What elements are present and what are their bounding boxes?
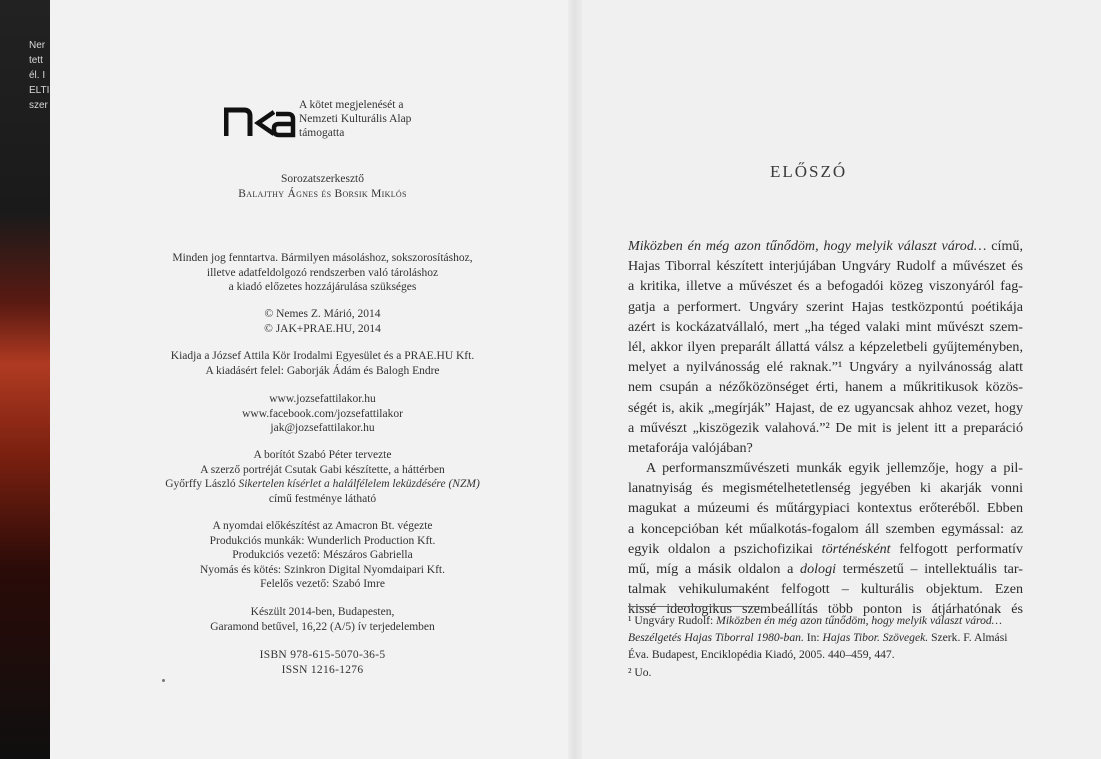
text-line: metaforája valójában?: [628, 439, 753, 456]
text-line: a művészt „kiszögezik valahová.”² De mit is jelent itt a preparáció: [628, 419, 1023, 436]
background-book-strip: [0, 0, 50, 759]
email-link[interactable]: jak@jozsefattilakor.hu: [270, 422, 375, 434]
book-gutter: [568, 0, 582, 759]
printing-line: Produkciós vezető: Mészáros Gabriella: [232, 549, 413, 561]
text-fragment: című,: [986, 238, 1024, 254]
text-line: nem csupán a nézőközönséget érti, hanem a műkritikusok közös-: [628, 379, 1023, 396]
footnote-line: Éva. Budapest, Enciklopédia Kiadó, 2005. 440–459, 447.: [628, 648, 895, 662]
footnote-title: Miközben én még azon tűnődöm, hogy melyik választ várod…: [716, 614, 1002, 627]
nka-logo: [224, 104, 296, 138]
cover-credit-line: A borítót Szabó Péter tervezte: [253, 449, 392, 461]
logo-caption: [299, 98, 411, 140]
logo-caption-line: támogatta: [299, 127, 345, 139]
strip-line: tett: [29, 55, 43, 66]
text-line: lél, akkor ilyen preparált állattá válsz a képzeletbeli gyűjteményben,: [628, 338, 1023, 355]
text-line: ségét is, akik „megírják” Hajast, de ez ugyancsak ahhoz vezet, hogy: [628, 399, 1023, 416]
logo-caption-line: Nemzeti Kulturális Alap: [299, 113, 412, 125]
logo-caption-line: A kötet megjelenését a: [299, 99, 404, 111]
footnotes: [628, 612, 1023, 681]
strip-line: szer: [29, 100, 48, 111]
text-line: A performanszművészeti munkák egyik jellemzője, hogy a pil-: [646, 460, 1023, 477]
text-line: [628, 539, 1023, 559]
text-line: a kritika, illetve a művészet és a befogadói közeg viszonyáról fag-: [628, 278, 1023, 295]
background-book-text: [29, 38, 49, 113]
series-editors-title: Sorozatszerkesztő: [280, 173, 365, 185]
copyright-line: © Nemes Z. Márió, 2014: [264, 308, 381, 320]
text-line: kissé ideologikus szembeállítás több ponton is átjárhatónak és: [628, 601, 1023, 618]
series-editors-names: Balajthy Ágnes és Borsik Miklós: [238, 187, 407, 200]
page-speck: [162, 679, 165, 682]
publisher-line: A kiadásért felel: Gaborják Ádám és Balogh Endre: [205, 364, 440, 377]
text-line: [628, 236, 1023, 256]
printing-credits-block: [150, 519, 495, 592]
strip-line: ELTI: [29, 85, 49, 96]
production-line: Készült 2014-ben, Budapesten,: [250, 606, 395, 618]
publisher-line: Kiadja a József Attila Kör Irodalmi Egyesület és a PRAE.HU Kft.: [170, 350, 475, 362]
rights-line: a kiadó előzetes hozzájárulása szükséges: [228, 281, 417, 293]
printing-line: Produkciós munkák: Wunderlich Production Kft.: [209, 534, 436, 547]
text-line: a koncepcióban két műalkotás-fogalom áll szemben egymással: az: [628, 520, 1023, 537]
website-link[interactable]: www.jozsefattilakor.hu: [269, 393, 376, 405]
text-fragment: felfogott performatív: [890, 540, 1023, 557]
cover-credits-block: [150, 448, 495, 506]
copyright-line: © JAK+PRAE.HU, 2014: [264, 322, 381, 335]
painter-name: Győrffy László: [165, 478, 239, 490]
text-line: magukat a múzeumi és műtárgypiaci kontextus erőteréből. Ebben: [628, 500, 1023, 517]
footnote-line: [628, 629, 1023, 646]
text-line: gatja a performert. Ungváry szerint Hajas testközpontú poétikája: [628, 298, 1023, 315]
cover-credit-line: című festménye látható: [268, 492, 377, 505]
rights-line: illetve adatfeldolgozó rendszerben való tároláshoz: [206, 266, 439, 279]
series-editors-block: [150, 172, 495, 201]
text-line: [628, 559, 1023, 579]
production-line: Garamond betűvel, 16,22 (A/5) ív terjedelemben: [210, 620, 435, 633]
printing-line: Nyomás és kötés: Szinkron Digital Nyomdaipari Kft.: [200, 563, 445, 576]
text-line: Hajas Tiborral készített interjújában Ungváry Rudolf a művészet és: [628, 258, 1023, 275]
footnote-line: [628, 612, 1023, 629]
rights-line: Minden jog fenntartva. Bármilyen másoláshoz, sokszorosításhoz,: [172, 252, 473, 264]
cover-credit-line: A szerző portréját Csutak Gabi készítette, a háttérben: [200, 463, 445, 476]
footnote-subtitle: Beszélgetés Hajas Tiborral 1980-ban.: [628, 631, 804, 645]
facebook-link[interactable]: www.facebook.com/jozsefattilakor: [242, 407, 403, 420]
text-fragment: mű, míg a másik oldalon a: [628, 561, 801, 577]
emphasis: történésként: [821, 540, 891, 557]
text-fragment: In:: [803, 631, 823, 645]
footnote-rule: [628, 606, 760, 607]
text-line: lanatnyiság és megismételhetetlenség jegyében ki akarják vonni: [628, 480, 1023, 497]
publisher-block: [150, 349, 495, 378]
issn: ISSN 1216-1276: [281, 663, 364, 676]
cover-credit-line: [150, 477, 495, 492]
footnote-source: Hajas Tibor. Szövegek.: [822, 631, 929, 645]
copyright-block: [150, 307, 495, 336]
preface-heading: ELŐSZÓ: [770, 162, 848, 181]
text-fragment: természetű – intellektuális tar-: [836, 561, 1023, 577]
production-note: [150, 605, 495, 634]
painting-title: Sikertelen kísérlet a halálfélelem leküzdésére (NZM): [238, 478, 480, 490]
strip-line: él. I: [29, 70, 46, 81]
isbn: ISBN 978-615-5070-36-5: [259, 649, 386, 661]
isbn-block: [150, 648, 495, 677]
interview-title: Miközben én még azon tűnődöm, hogy melyik választ várod…: [628, 238, 987, 254]
footnote-line: ² Uo.: [628, 665, 652, 679]
rights-notice: [150, 251, 495, 295]
web-contacts-block: [150, 392, 495, 436]
strip-line: Ner: [29, 40, 46, 51]
text-line: talmak vehikulumaként felfogott – kulturális objektum. Ezen: [628, 581, 1023, 598]
printing-line: A nyomdai előkészítést az Amacron Bt. végezte: [212, 520, 433, 532]
footnote-author: ¹ Ungváry Rudolf:: [628, 614, 717, 627]
preface-body: [628, 236, 1023, 620]
text-line: azért is kockázatvállaló, mert „ha téged valaki mint művészt szem-: [628, 318, 1023, 335]
emphasis: dologi: [800, 561, 837, 577]
text-line: melyet a nyilvánosság elé raknak.”¹ Ungváry a nyilvánosság alatt: [628, 359, 1023, 376]
text-fragment: egyik oldalon a pszichofizikai: [628, 540, 822, 557]
printing-line: Felelős vezető: Szabó Imre: [260, 578, 385, 590]
text-fragment: Szerk. F. Almási: [928, 631, 1008, 645]
